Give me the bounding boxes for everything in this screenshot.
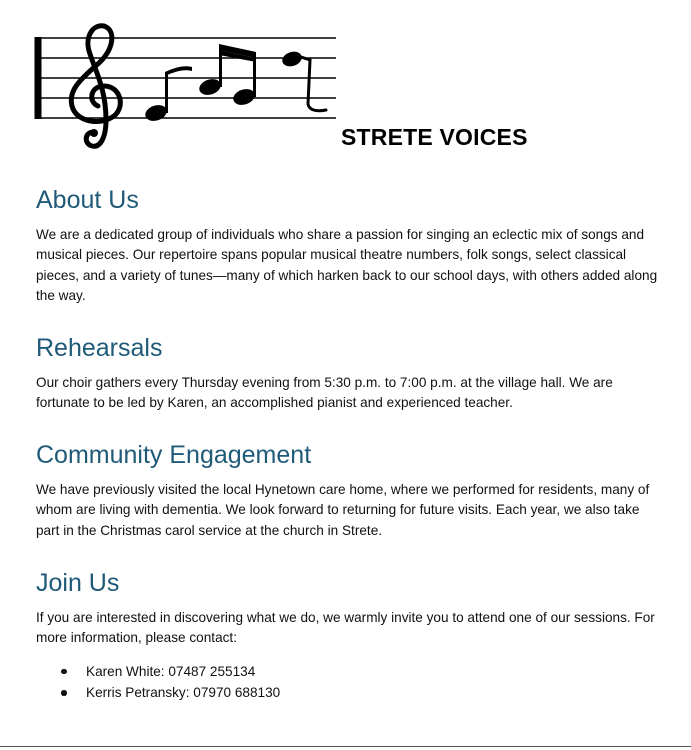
join-us-heading: Join Us (36, 569, 120, 597)
community-engagement-section (36, 440, 666, 541)
rehearsals-heading: Rehearsals (36, 334, 163, 362)
community-engagement-text: We have previously visited the local Hynetown care home, where we performed for residents, many of whom are living with dementia. We look forward to returning for future visits. Each year, we also take part in the Christmas carol service at the church in Strete. (36, 482, 650, 538)
join-us-text: If you are interested in discovering what we do, we warmly invite you to attend one of our sessions. For more information, please contact: (36, 610, 655, 646)
join-us-section (36, 568, 666, 704)
community-engagement-heading: Community Engagement (36, 441, 312, 469)
music-staff-notes-icon (34, 20, 339, 150)
list-item: Karen White: 07487 255134 (36, 661, 666, 683)
list-item: Kerris Petransky: 07970 688130 (36, 682, 666, 704)
about-us-text: We are a dedicated group of individuals who share a passion for singing an eclectic mix of songs and musical pieces. Our repertoire spans popular musical theatre numbers, folk songs, select classical pieces, and a variety of tunes—many of which harken back to our school days, with others added along the way. (36, 227, 658, 304)
contact-list (36, 661, 666, 704)
rehearsals-text: Our choir gathers every Thursday evening from 5:30 p.m. to 7:00 p.m. at the village hall. We are fortunate to be led by Karen, an accomplished pianist and experienced teacher. (36, 375, 613, 411)
page-title: STRETE VOICES (341, 124, 528, 150)
about-us-section (36, 185, 666, 307)
page-bottom-divider (0, 746, 691, 747)
about-us-heading: About Us (36, 186, 139, 214)
rehearsals-section (36, 333, 666, 414)
